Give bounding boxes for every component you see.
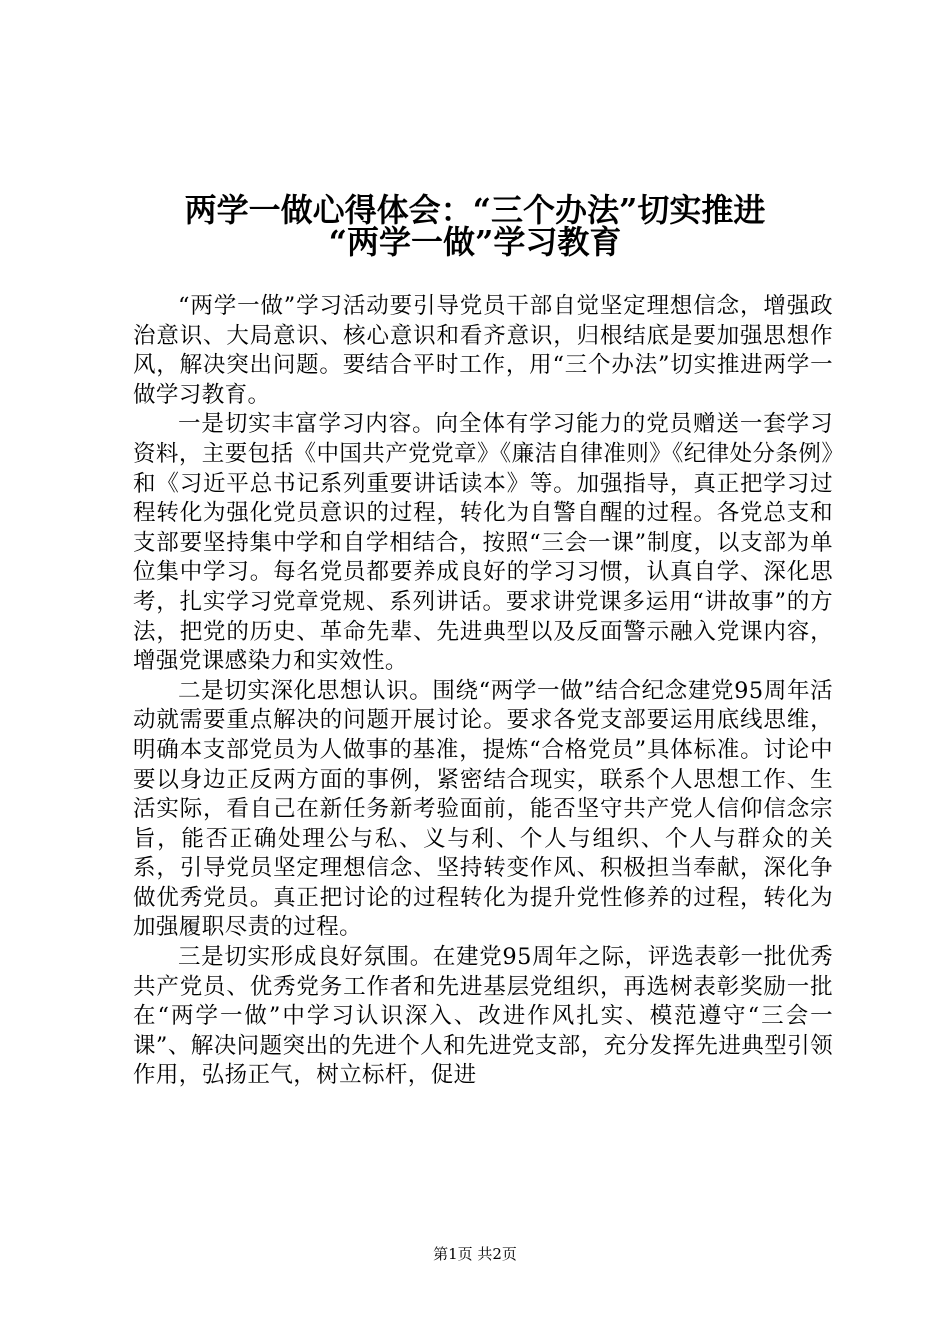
paragraph-first-method: 一是切实丰富学习内容。向全体有学习能力的党员赠送一套学习资料，主要包括《中国共产党党章》《廉洁自律准则》《纪律处分条例》和《习近平总书记系列重要讲话读本》等。加强指导，真正把学习过程转化为强化党员意识的过程，转化为自警自醒的过程。各党总支和支部要坚持集中学和自学相结合，按照“三会一课”制度，以支部为单位集中学习。每名党员都要养成良好的学习习惯，认真自学、深化思考，扎实学习党章党规、系列讲话。要求讲党课多运用“讲故事”的方法，把党的历史、革命先辈、先进典型以及反面警示融入党课内容，增强党课感染力和实效性。 [133,411,833,675]
page-number-footer: 第1页 共2页 [433,1245,517,1263]
paragraph-second-method: 二是切实深化思想认识。围绕“两学一做”结合纪念建党95周年活动就需要重点解决的问题开展讨论。要求各党支部要运用底线思维，明确本支部党员为人做事的基准，提炼“合格党员”具体标准。讨论中要以身边正反两方面的事例，紧密结合现实，联系个人思想工作、生活实际，看自己在新任务新考验面前，能否坚守共产党人信仰信念宗旨，能否正确处理公与私、义与利、个人与组织、个人与群众的关系，引导党员坚定理想信念、坚持转变作风、积极担当奉献，深化争做优秀党员。真正把讨论的过程转化为提升党性修养的过程，转化为加强履职尽责的过程。 [133,677,833,941]
document-title-line-2: “两学一做”学习教育 [328,223,622,261]
paragraph-intro: “两学一做”学习活动要引导党员干部自觉坚定理想信念，增强政治意识、大局意识、核心意识和看齐意识，归根结底是要加强思想作风，解决突出问题。要结合平时工作，用“三个办法”切实推进两学一做学习教育。 [133,293,833,408]
document-title-line-1: 两学一做心得体会：“三个办法”切实推进 [184,191,766,229]
paragraph-third-method: 三是切实形成良好氛围。在建党95周年之际，评选表彰一批优秀共产党员、优秀党务工作者和先进基层党组织，再选树表彰奖励一批在“两学一做”中学习认识深入、改进作风扎实、模范遵守“三会一课”、解决问题突出的先进个人和先进党支部，充分发挥先进典型引领作用，弘扬正气，树立标杆，促进 [133,944,833,1089]
document-body [133,292,833,1091]
